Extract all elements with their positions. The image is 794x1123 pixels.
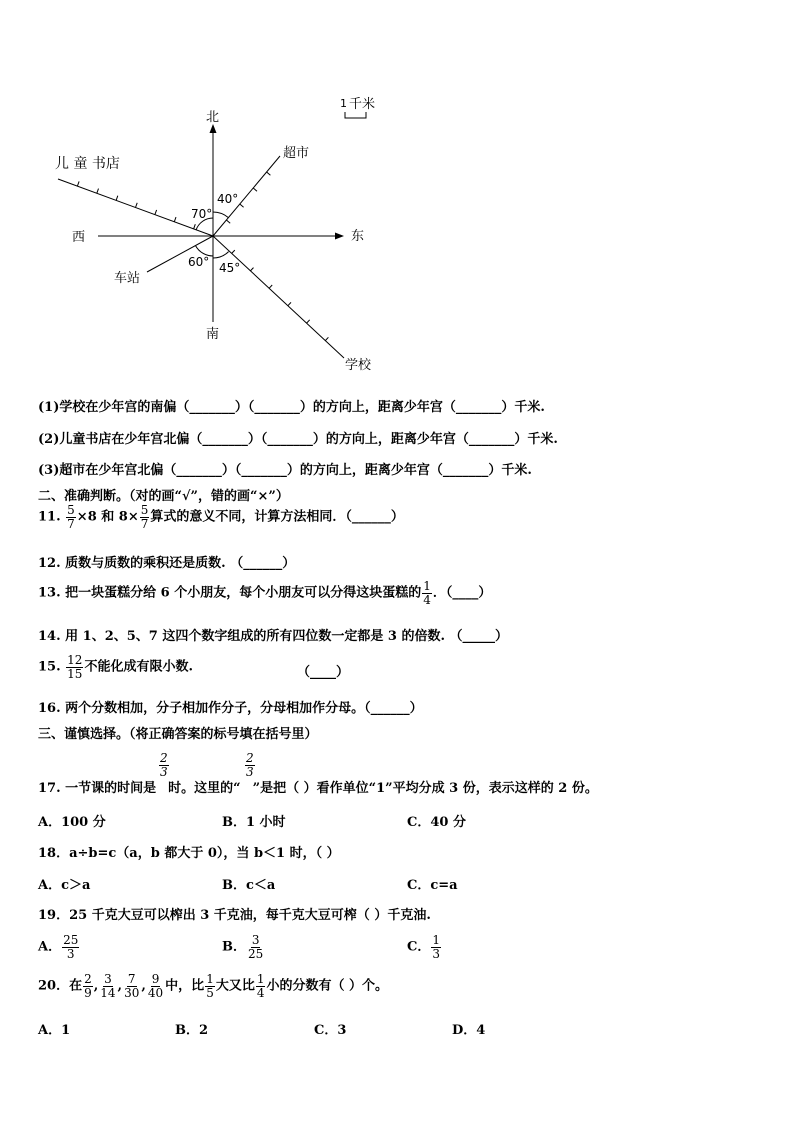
- question-11-text: 算式的意义不同，计算方法相同．（______）: [150, 509, 404, 525]
- frac-num: 7: [127, 972, 136, 986]
- fill-question-1: (1)学校在少年宫的南偏（_______）（_______）的方向上，距离少年宫（_______）千米.: [38, 400, 545, 415]
- frac-num: 12: [67, 653, 83, 667]
- frac-den: 25: [248, 946, 264, 961]
- direction-diagram: [0, 0, 794, 380]
- q20-option-a[interactable]: A．1: [38, 1023, 71, 1038]
- frac-num: 3: [251, 933, 260, 947]
- north-label: 北: [206, 110, 220, 125]
- q20-option-b[interactable]: B．2: [175, 1023, 209, 1038]
- q18-option-a[interactable]: A．c＞a: [38, 878, 91, 893]
- angle-45-label: 45°: [219, 261, 241, 275]
- question-12: 12. 质数与质数的乘积还是质数. （______）: [38, 556, 296, 571]
- question-11-mid: ×8 和 8×: [76, 509, 139, 525]
- scale-bar: [345, 112, 366, 118]
- frac-num: 25: [63, 933, 79, 947]
- frac-num: 5: [67, 503, 75, 517]
- supermarket-label: 超市: [283, 146, 310, 161]
- question-13-blank: ．（____）: [432, 585, 492, 601]
- frac-den: 4: [256, 985, 265, 1000]
- question-18: 18．a÷b=c（a，b 都大于 0），当 b＜1 时，（ ）: [38, 846, 340, 861]
- angle-40-label: 40°: [217, 192, 239, 206]
- fraction-1-4-b: [256, 973, 266, 999]
- q19-option-a[interactable]: [38, 934, 80, 960]
- question-15-text: 不能化成有限小数.: [84, 659, 193, 675]
- bookstore-ticks: [77, 181, 195, 229]
- west-label: 西: [72, 230, 86, 245]
- question-14: 14. 用 1、2、5、7 这四个数字组成的所有四位数一定都是 3 的倍数. （_____）: [38, 629, 509, 644]
- frac-den: 40: [147, 985, 164, 1000]
- question-15-blank: （____）: [297, 665, 350, 680]
- fraction-1-3: [431, 934, 441, 960]
- school-ticks: [232, 250, 329, 341]
- question-16: 16. 两个分数相加，分子相加作分子，分母相加作分母。（______）: [38, 701, 423, 716]
- frac-den: 3: [432, 946, 440, 961]
- fill-question-3: (3)超市在少年宫北偏（_______）（_______）的方向上，距离少年宫（_______）千米.: [38, 463, 532, 478]
- east-arrow: [335, 233, 344, 240]
- frac-den: 3: [160, 764, 168, 779]
- option-label: A．: [38, 939, 62, 955]
- angle-arc-40: [213, 212, 228, 218]
- frac-num: 3: [104, 972, 112, 986]
- fraction-3-25: [247, 934, 264, 960]
- fraction-25-3: [62, 934, 79, 960]
- frac-num: 5: [140, 503, 149, 517]
- frac-den: 4: [423, 592, 431, 607]
- fraction-2-3-superscript-a: [159, 752, 169, 778]
- east-label: 东: [351, 229, 365, 244]
- fraction-1-4: [422, 580, 432, 606]
- frac-num: 1: [206, 972, 214, 986]
- fraction-1-5: [205, 973, 215, 999]
- fraction-2-9: [83, 973, 93, 999]
- angle-arc-45: [213, 252, 229, 258]
- frac-den: 7: [140, 516, 149, 531]
- q17-option-c[interactable]: C．40 分: [407, 815, 466, 830]
- q19-option-c[interactable]: [407, 934, 442, 960]
- fraction-5-7-a: [66, 504, 76, 530]
- section-3-heading: 三、谨慎选择。（将正确答案的标号填在括号里）: [38, 727, 318, 742]
- scale-value: 1: [340, 97, 347, 110]
- frac-den: 14: [100, 985, 116, 1000]
- bookstore-label: 儿 童 书店: [55, 156, 120, 172]
- frac-num: 1: [256, 972, 265, 986]
- frac-num: 1: [423, 579, 431, 593]
- fraction-7-30: [123, 973, 140, 999]
- question-19: 19．25 千克大豆可以榨出 3 千克油，每千克大豆可榨（ ）千克油.: [38, 908, 431, 923]
- frac-num: 2: [246, 751, 254, 765]
- angle-70-label: 70°: [191, 207, 213, 221]
- fraction-5-7-b: [140, 504, 150, 530]
- question-11: [38, 504, 404, 530]
- question-20-mid1: 中，比: [165, 978, 205, 994]
- question-20: 20．在 $\frac{2}{9}$ , $\frac{3}{14}$ , $\frac{7}{30}$ , $\frac{9}{40}$ 中，比 $\frac{1}{5}$ 大又比 $\frac{1}{4}$ 小的分数有（ ）个。: [38, 972, 389, 1000]
- q19-option-b[interactable]: [222, 934, 265, 960]
- q17-option-a[interactable]: A．100 分: [38, 815, 106, 830]
- q18-option-b[interactable]: B．c＜a: [222, 878, 276, 893]
- question-17-mid: 时。这里的“: [168, 781, 241, 796]
- question-17-head: 17. 一节课的时间是: [38, 781, 157, 796]
- frac-den: 9: [84, 985, 92, 1000]
- question-20-head: 20．在: [38, 978, 83, 994]
- fill-question-2: (2)儿童书店在少年宫北偏（_______）（_______）的方向上，距离少年宫（_______）千米.: [38, 432, 558, 447]
- fraction-3-14: [99, 973, 116, 999]
- frac-den: 3: [246, 764, 254, 779]
- scale-label: 千米: [349, 97, 376, 112]
- fraction-9-40: [147, 973, 164, 999]
- frac-den: 5: [206, 985, 214, 1000]
- q17-option-b[interactable]: B．1 小时: [222, 815, 286, 830]
- north-arrow: [210, 124, 217, 133]
- question-20-tail: 小的分数有（ ）个。: [266, 978, 389, 994]
- question-20-mid2: 大又比: [215, 978, 255, 994]
- question-15: [38, 654, 193, 680]
- school-label: 学校: [345, 358, 372, 373]
- frac-num: 1: [432, 933, 440, 947]
- frac-den: 30: [124, 985, 140, 1000]
- frac-num: 2: [84, 972, 92, 986]
- q20-option-c[interactable]: C．3: [314, 1023, 347, 1038]
- angle-60-label: 60°: [188, 255, 210, 269]
- option-label: C．: [407, 939, 431, 955]
- question-15-number: 15.: [38, 659, 61, 675]
- south-label: 南: [206, 327, 220, 342]
- section-2-heading: 二、准确判断。（对的画“√”，错的画“×”）: [38, 489, 289, 504]
- school-ray: [213, 236, 344, 358]
- frac-den: 15: [67, 666, 83, 681]
- frac-num: 9: [151, 972, 160, 986]
- station-label: 车站: [114, 271, 141, 286]
- fraction-12-15: [66, 654, 83, 680]
- option-label: B．: [222, 939, 246, 955]
- q18-option-c[interactable]: C．c=a: [407, 878, 458, 893]
- question-13-text: 13. 把一块蛋糕分给 6 个小朋友，每个小朋友可以分得这块蛋糕的: [38, 585, 422, 601]
- frac-den: 3: [66, 946, 75, 961]
- question-13: [38, 580, 491, 606]
- question-17-tail: ”是把（ ）看作单位“1”平均分成 3 份，表示这样的 2 份。: [252, 781, 598, 796]
- frac-num: 2: [160, 751, 168, 765]
- question-11-number: 11.: [38, 509, 61, 525]
- frac-den: 7: [67, 516, 75, 531]
- fraction-2-3-superscript-b: [245, 752, 255, 778]
- q20-option-d[interactable]: D．4: [452, 1023, 486, 1038]
- question-17: [38, 777, 598, 796]
